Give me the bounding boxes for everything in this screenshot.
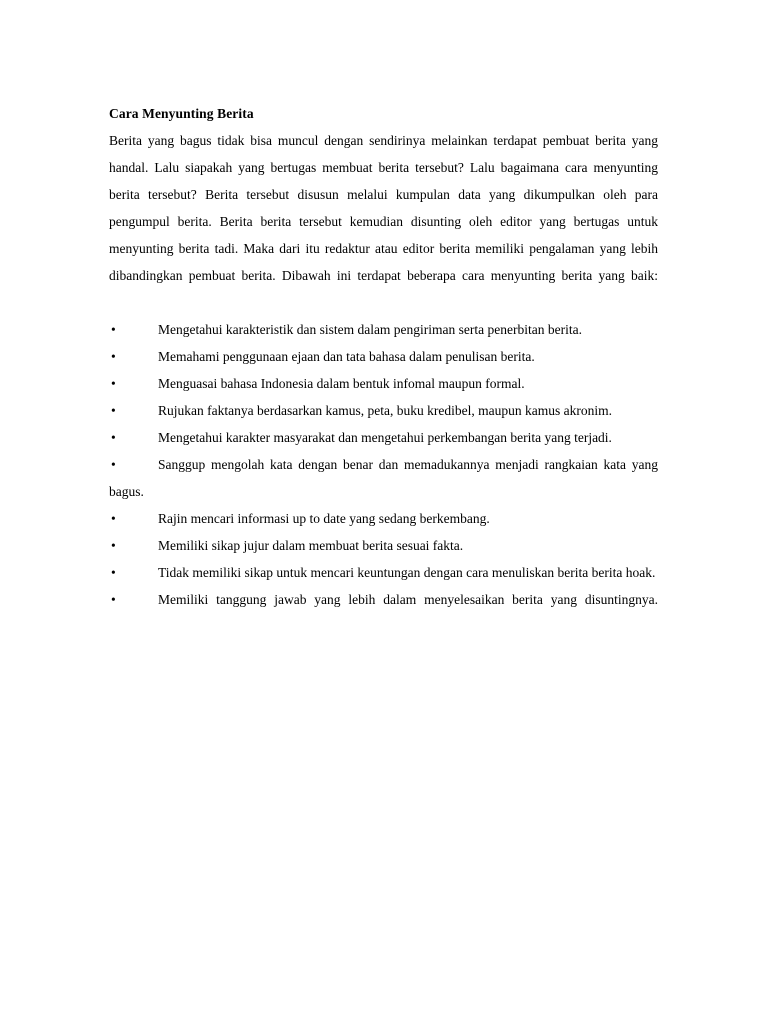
list-item-label: Tidak memiliki sikap untuk mencari keuntungan dengan cara menuliskan berita berita hoak.	[158, 565, 656, 580]
list-item-label: Menguasai bahasa Indonesia dalam bentuk infomal maupun formal.	[158, 376, 525, 391]
bullet-icon: •	[111, 592, 116, 607]
list-item-text	[109, 370, 658, 397]
bullet-icon: •	[111, 430, 116, 445]
list-item	[109, 532, 658, 559]
bullet-icon: •	[111, 511, 116, 526]
list-item-label: Rujukan faktanya berdasarkan kamus, peta, buku kredibel, maupun kamus akronim.	[158, 403, 612, 418]
list-item-text	[109, 316, 658, 343]
list-item-label: Rajin mencari informasi up to date yang sedang berkembang.	[158, 511, 490, 526]
bullet-icon: •	[111, 349, 116, 364]
bullet-icon: •	[111, 457, 116, 472]
list-item	[109, 316, 658, 343]
page-title: Cara Menyunting Berita	[109, 106, 254, 121]
document-body	[109, 100, 658, 640]
list-item	[109, 559, 658, 586]
list-item-text	[109, 343, 658, 370]
list-item	[109, 370, 658, 397]
list-item-text	[109, 559, 658, 586]
list-item	[109, 505, 658, 532]
editing-tips-list	[109, 316, 658, 640]
list-item-text	[109, 397, 658, 424]
list-item-label: Memahami penggunaan ejaan dan tata bahasa dalam penulisan berita.	[158, 349, 535, 364]
list-item	[109, 397, 658, 424]
list-item-label: Memiliki tanggung jawab yang lebih dalam menyelesaikan berita yang disuntingnya.	[158, 592, 658, 607]
intro-paragraph: Berita yang bagus tidak bisa muncul dengan sendirinya melainkan terdapat pembuat berita yang handal. Lalu siapakah yang bertugas membuat berita tersebut? Lalu bagaimana cara menyunting berita tersebut? Berita tersebut disusun melalui kumpulan data yang dikumpulkan oleh para pengumpul berita. Berita berita tersebut kemudian disunting oleh editor yang bertugas untuk menyunting berita tadi. Maka dari itu redaktur atau editor berita memiliki pengalaman yang lebih dibandingkan pembuat berita. Dibawah ini terdapat beberapa cara menyunting berita yang baik:	[109, 133, 658, 283]
bullet-icon: •	[111, 376, 116, 391]
list-item	[109, 424, 658, 451]
bullet-icon: •	[111, 538, 116, 553]
list-item-text	[109, 424, 658, 451]
list-item-text	[109, 586, 658, 640]
list-item-text	[109, 451, 658, 505]
list-item-text	[109, 532, 658, 559]
bullet-icon: •	[111, 322, 116, 337]
list-item-label: Mengetahui karakteristik dan sistem dalam pengiriman serta penerbitan berita.	[158, 322, 582, 337]
list-item-label: Sanggup mengolah kata dengan benar dan memadukannya menjadi rangkaian kata yang bagus.	[109, 457, 658, 499]
list-item	[109, 451, 658, 505]
list-item	[109, 343, 658, 370]
list-item	[109, 586, 658, 640]
bullet-icon: •	[111, 403, 116, 418]
bullet-icon: •	[111, 565, 116, 580]
list-item-label: Mengetahui karakter masyarakat dan mengetahui perkembangan berita yang terjadi.	[158, 430, 612, 445]
list-item-text	[109, 505, 658, 532]
list-item-label: Memiliki sikap jujur dalam membuat berita sesuai fakta.	[158, 538, 464, 553]
